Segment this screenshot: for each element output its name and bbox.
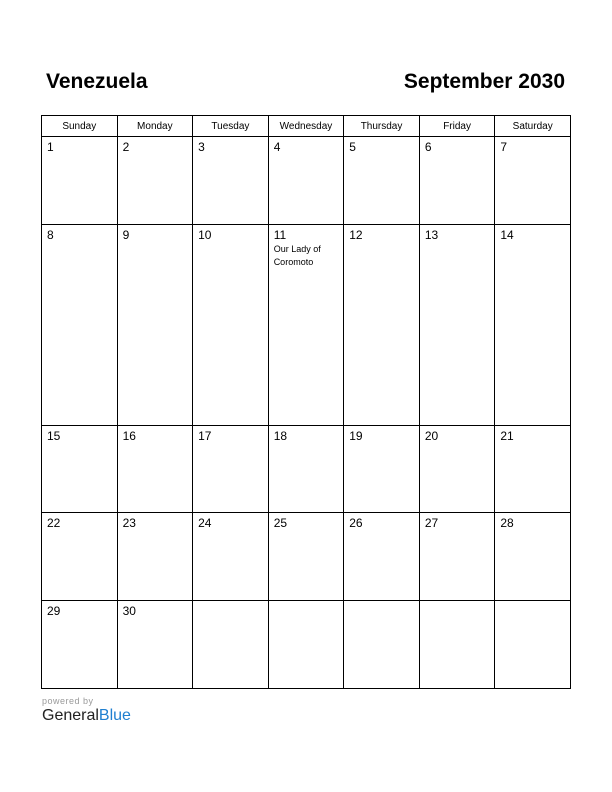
day-number: 3	[198, 140, 205, 154]
day-cell	[193, 601, 269, 689]
day-cell	[495, 137, 571, 225]
calendar-grid	[41, 115, 571, 689]
week-row	[42, 224, 571, 425]
day-number: 25	[273, 516, 288, 531]
brand-logo	[42, 707, 131, 725]
day-number: 15	[47, 428, 61, 443]
day-cell	[495, 601, 571, 689]
day-number: 2	[122, 140, 130, 154]
day-number: 26	[349, 516, 363, 531]
day-cell	[419, 513, 495, 601]
day-cell	[117, 513, 193, 601]
day-number: 17	[198, 428, 212, 443]
day-cell	[117, 224, 193, 425]
day-cell	[495, 425, 571, 513]
day-cell	[42, 601, 118, 689]
powered-by-label: powered by	[42, 696, 94, 706]
brand-general-text: General	[42, 707, 99, 724]
week-row	[42, 137, 571, 225]
day-cell	[419, 137, 495, 225]
day-number: 1	[47, 140, 54, 154]
day-cell	[268, 513, 344, 601]
day-cell	[117, 137, 193, 225]
day-number: 7	[500, 140, 508, 154]
day-cell	[344, 601, 420, 689]
day-cell	[193, 137, 269, 225]
day-cell	[495, 513, 571, 601]
day-cell	[419, 601, 495, 689]
day-number: 28	[500, 516, 514, 531]
brand-blue-text: Blue	[98, 707, 131, 724]
day-cell	[419, 425, 495, 513]
day-number: 24	[198, 516, 212, 531]
day-number: 16	[122, 428, 136, 443]
day-cell	[117, 425, 193, 513]
weekday-header: Tuesday	[193, 116, 269, 137]
day-number: 9	[122, 227, 130, 242]
day-cell	[268, 224, 344, 425]
country-title: Venezuela	[46, 70, 148, 93]
day-number: 18	[273, 428, 288, 443]
day-cell	[419, 224, 495, 425]
week-row	[42, 601, 571, 689]
day-number: 14	[500, 227, 514, 242]
day-cell	[193, 425, 269, 513]
day-cell	[344, 513, 420, 601]
day-cell	[344, 137, 420, 225]
day-cell	[344, 224, 420, 425]
day-cell	[495, 224, 571, 425]
day-number: 8	[47, 227, 54, 242]
day-cell	[42, 224, 118, 425]
weekday-header: Thursday	[344, 116, 420, 137]
weekday-header: Wednesday	[268, 116, 344, 137]
day-number: 29	[47, 604, 61, 619]
day-cell	[42, 425, 118, 513]
day-cell	[117, 601, 193, 689]
day-number: 6	[424, 140, 432, 154]
weekday-header: Friday	[419, 116, 495, 137]
day-number: 19	[349, 428, 363, 443]
day-cell	[42, 137, 118, 225]
day-number: 22	[47, 516, 61, 531]
day-number: 11	[273, 227, 287, 242]
footer-branding	[42, 696, 131, 725]
day-number: 13	[424, 227, 439, 242]
day-number: 27	[424, 516, 439, 531]
weekday-header: Monday	[117, 116, 193, 137]
day-number: 10	[198, 227, 212, 242]
day-number: 12	[349, 227, 363, 242]
day-number: 30	[122, 604, 136, 619]
day-number: 4	[273, 140, 281, 154]
weekday-header: Sunday	[42, 116, 118, 137]
day-number: 23	[122, 516, 136, 531]
weekday-header-row	[42, 116, 571, 137]
day-cell	[193, 224, 269, 425]
holiday-label: Our Lady of Coromoto	[273, 243, 321, 267]
week-row	[42, 425, 571, 513]
weekday-header: Saturday	[495, 116, 571, 137]
day-number: 20	[424, 428, 439, 443]
day-cell	[268, 137, 344, 225]
day-cell	[344, 425, 420, 513]
day-cell	[42, 513, 118, 601]
day-number: 21	[500, 428, 514, 443]
month-title: September 2030	[403, 70, 565, 93]
day-number: 5	[349, 140, 356, 154]
day-cell	[268, 425, 344, 513]
day-cell	[268, 601, 344, 689]
week-row	[42, 513, 571, 601]
day-cell	[193, 513, 269, 601]
